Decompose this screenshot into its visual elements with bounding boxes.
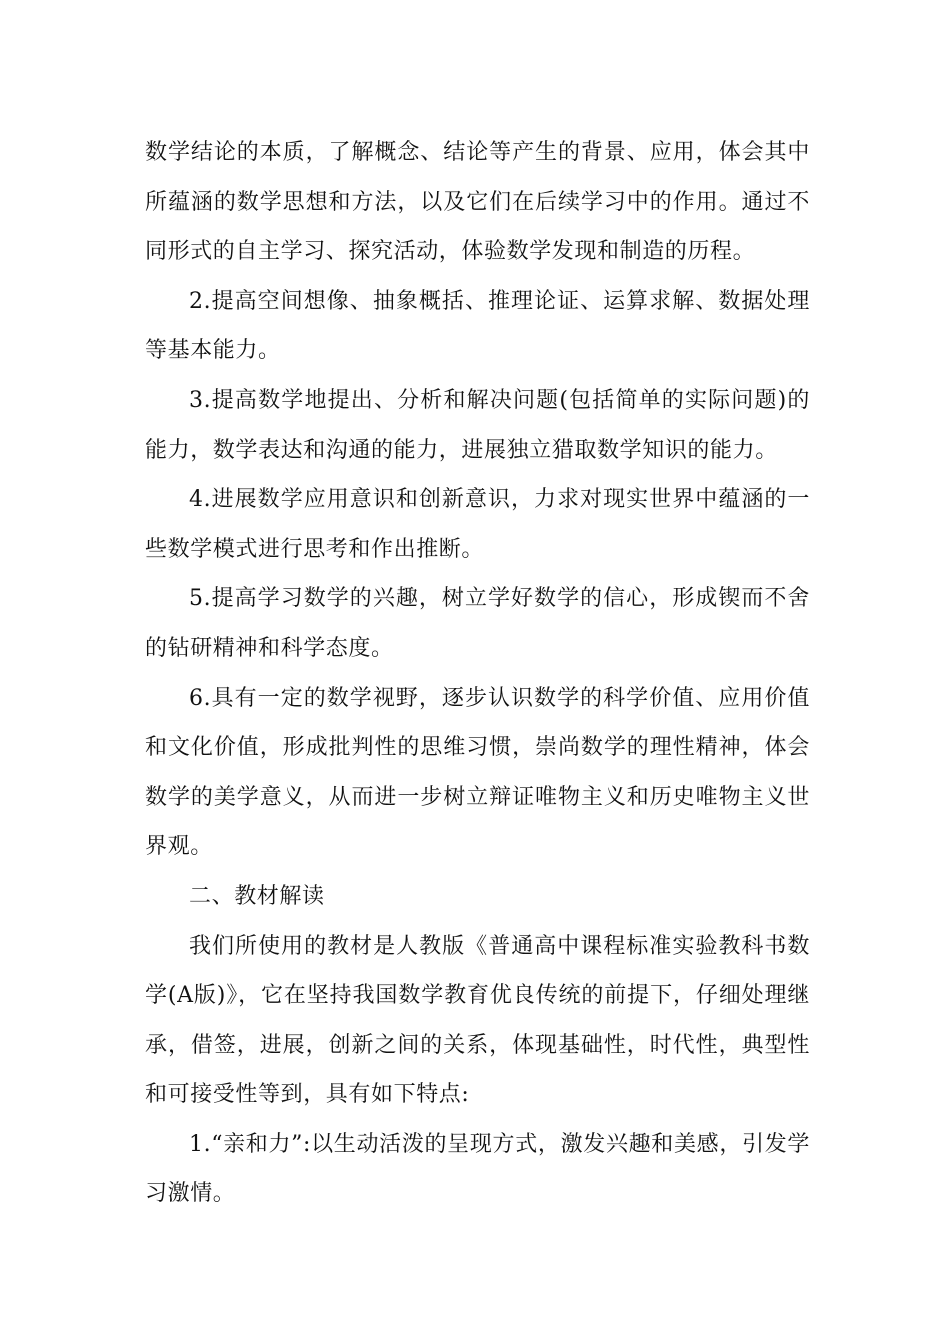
paragraph-goal-6: 6.具有一定的数学视野，逐步认识数学的科学价值、应用价值和文化价值，形成批判性的思维习惯，崇尚数学的理性精神，体会数学的美学意义，从而进一步树立辩证唯物主义和历史唯物主义世界观。 [145, 685, 810, 860]
paragraph-goal-5: 5.提高学习数学的兴趣，树立学好数学的信心，形成锲而不舍的钻研精神和科学态度。 [145, 586, 810, 661]
paragraph-goal-4: 4.进展数学应用意识和创新意识，力求对现实世界中蕴涵的一些数学模式进行思考和作出推断。 [145, 487, 810, 562]
paragraph-goal-2: 2.提高空间想像、抽象概括、推理论证、运算求解、数据处理等基本能力。 [145, 288, 810, 364]
paragraph-textbook-intro: 我们所使用的教材是人教版《普通高中课程标准实验教科书数学(A版)》，它在坚持我国数学教育优良传统的前提下，仔细处理继承，借签，进展，创新之间的关系，体现基础性，时代性，典型性和可接受性等到，具有如下特点: [145, 933, 810, 1108]
paragraph-feature-1: 1.“亲和力”:以生动活泼的呈现方式，激发兴趣和美感，引发学习激情。 [145, 1131, 810, 1207]
paragraph-continued-intro: 数学结论的本质，了解概念、结论等产生的背景、应用，体会其中所蕴涵的数学思想和方法，以及它们在后续学习中的作用。通过不同形式的自主学习、探究活动，体验数学发现和制造的历程。 [145, 140, 810, 265]
section-heading-textbook: 二、教材解读 [189, 883, 325, 909]
document-body [145, 128, 810, 1219]
paragraph-goal-3: 3.提高数学地提出、分析和解决问题(包括简单的实际问题)的能力，数学表达和沟通的能力，进展独立猎取数学知识的能力。 [145, 387, 810, 463]
